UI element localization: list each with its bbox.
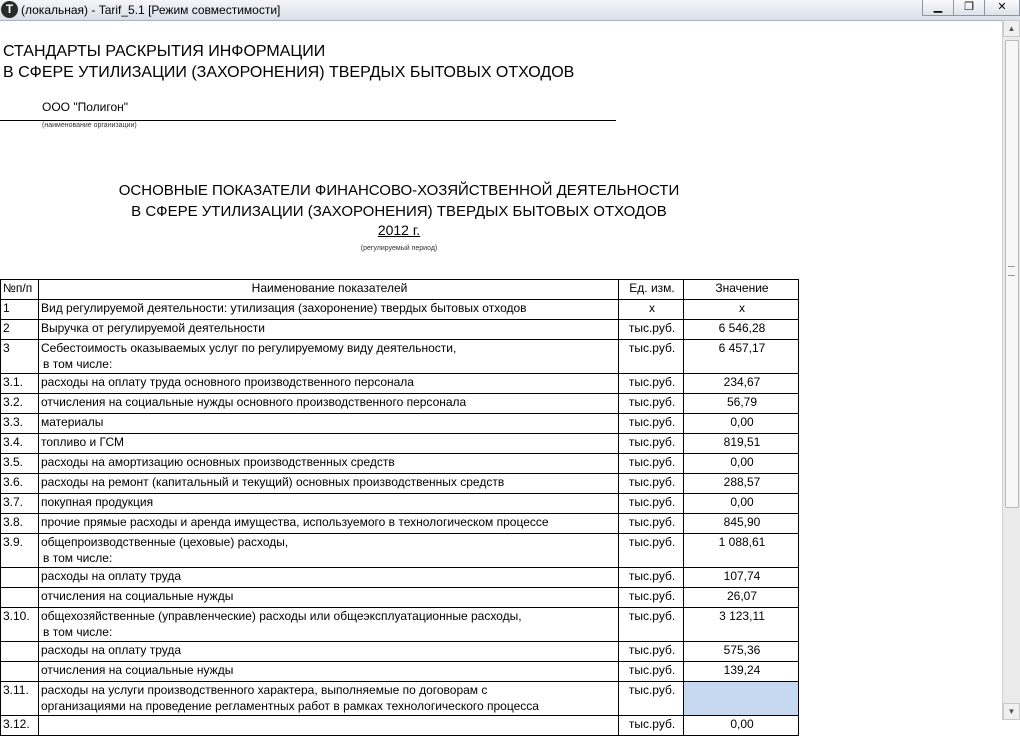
row-unit-cell[interactable]: [619, 374, 684, 394]
row-name: расходы на оплату труда: [41, 569, 182, 583]
row-num: 3.7.: [3, 495, 24, 509]
row-unit: тыс.руб.: [628, 475, 676, 489]
row-value: 0,00: [730, 415, 754, 429]
row-unit-cell[interactable]: [619, 320, 684, 340]
scroll-down-arrow-icon[interactable]: ▼: [1003, 703, 1020, 720]
row-value-cell[interactable]: [684, 682, 799, 716]
table-row: [1, 414, 799, 434]
row-value: 819,51: [723, 435, 761, 449]
row-unit-cell[interactable]: [619, 716, 684, 736]
row-name: расходы на амортизацию основных производственных средств: [41, 455, 395, 469]
row-value: 0,00: [730, 495, 754, 509]
row-unit: х: [649, 301, 655, 315]
row-unit-cell[interactable]: [619, 300, 684, 320]
row-num: 3.4.: [3, 435, 24, 449]
row-num-cell[interactable]: [1, 414, 39, 434]
row-name-cell[interactable]: [39, 682, 619, 716]
row-name: Себестоимость оказываемых услуг по регулируемому виду деятельности,: [41, 341, 457, 355]
window-title: (локальная) - Tarif_5.1 [Режим совместимости]: [21, 3, 281, 17]
standards-heading-line2: В СФЕРЕ УТИЛИЗАЦИИ (ЗАХОРОНЕНИЯ) ТВЕРДЫХ БЫТОВЫХ ОТХОДОВ: [3, 64, 575, 81]
row-num-cell[interactable]: [1, 716, 39, 736]
row-name: расходы на оплату труда основного производственного персонала: [41, 375, 414, 389]
table-row: [1, 588, 799, 608]
table-row: [1, 534, 799, 568]
header-value: Значение: [684, 280, 799, 300]
row-num-cell[interactable]: [1, 474, 39, 494]
row-num-cell[interactable]: [1, 300, 39, 320]
row-num: 3.12.: [3, 717, 30, 731]
row-name-cell[interactable]: [39, 414, 619, 434]
row-value: 0,00: [730, 717, 754, 731]
table-row: [1, 454, 799, 474]
row-num-cell[interactable]: [1, 340, 39, 374]
row-unit: тыс.руб.: [628, 569, 676, 583]
thumb-grip-icon: [1008, 266, 1015, 276]
row-name: отчисления на социальные нужды: [41, 663, 234, 677]
table-row: [1, 662, 799, 682]
row-value-cell[interactable]: [684, 514, 799, 534]
row-value-cell[interactable]: [684, 300, 799, 320]
organization-caption: (наименование организации): [42, 122, 137, 129]
row-num-cell[interactable]: [1, 642, 39, 662]
row-unit: тыс.руб.: [628, 535, 676, 549]
row-name: общепроизводственные (цеховые) расходы,: [41, 535, 289, 549]
row-num: 3: [3, 341, 10, 355]
row-name: отчисления на социальные нужды основного производственного персонала: [41, 395, 467, 409]
row-name: расходы на оплату труда: [41, 643, 182, 657]
table-row: [1, 474, 799, 494]
row-value-cell[interactable]: [684, 474, 799, 494]
row-value-cell[interactable]: [684, 716, 799, 736]
row-num: 3.2.: [3, 395, 24, 409]
row-value: 56,79: [726, 395, 758, 409]
minimize-button[interactable]: ▁: [922, 0, 954, 16]
row-name-continued: в том числе:: [43, 625, 113, 639]
row-unit: тыс.руб.: [628, 515, 676, 529]
row-name-cell[interactable]: [39, 588, 619, 608]
row-unit: тыс.руб.: [628, 495, 676, 509]
app-logo-icon: T: [1, 1, 18, 18]
row-value-cell[interactable]: [684, 534, 799, 568]
row-unit-cell[interactable]: [619, 642, 684, 662]
row-name-cell[interactable]: [39, 514, 619, 534]
row-value-cell[interactable]: [684, 434, 799, 454]
row-name-continued: в том числе:: [43, 357, 113, 371]
scroll-up-arrow-icon[interactable]: ▲: [1003, 20, 1020, 37]
row-name: материалы: [41, 415, 104, 429]
row-name-cell[interactable]: [39, 494, 619, 514]
row-unit: тыс.руб.: [628, 683, 676, 697]
row-unit-cell[interactable]: [619, 682, 684, 716]
period-year-value: 2012 г.: [377, 222, 421, 238]
row-unit-cell[interactable]: [619, 394, 684, 414]
organization-name: ООО "Полигон": [42, 100, 129, 114]
row-unit-cell[interactable]: [619, 414, 684, 434]
row-value: 575,36: [723, 643, 761, 657]
row-value-cell[interactable]: [684, 340, 799, 374]
row-num-cell[interactable]: [1, 494, 39, 514]
row-value-cell[interactable]: [684, 568, 799, 588]
row-value: 26,07: [726, 589, 758, 603]
row-unit: тыс.руб.: [628, 375, 676, 389]
indicators-heading-line2: В СФЕРЕ УТИЛИЗАЦИИ (ЗАХОРОНЕНИЯ) ТВЕРДЫХ БЫТОВЫХ ОТХОДОВ: [131, 203, 667, 220]
row-unit-cell[interactable]: [619, 568, 684, 588]
row-num-cell[interactable]: [1, 320, 39, 340]
standards-heading: [3, 41, 574, 83]
vertical-scrollbar[interactable]: [1002, 20, 1020, 720]
row-value: 1 088,61: [718, 535, 766, 549]
row-unit-cell[interactable]: [619, 340, 684, 374]
row-name: топливо и ГСМ: [41, 435, 125, 449]
row-name: отчисления на социальные нужды: [41, 589, 234, 603]
row-name-cell[interactable]: [39, 374, 619, 394]
row-name-cell[interactable]: [39, 320, 619, 340]
row-unit-cell[interactable]: [619, 454, 684, 474]
row-num: 1: [3, 301, 10, 315]
row-num-cell[interactable]: [1, 434, 39, 454]
row-value-cell[interactable]: [684, 642, 799, 662]
table-header-row: [1, 280, 799, 300]
row-value: х: [739, 301, 745, 315]
row-value-cell[interactable]: [684, 394, 799, 414]
table-row: [1, 394, 799, 414]
row-unit: тыс.руб.: [628, 455, 676, 469]
row-unit-cell[interactable]: [619, 494, 684, 514]
row-num-cell[interactable]: [1, 608, 39, 642]
period-year: [0, 222, 798, 238]
row-unit: тыс.руб.: [628, 717, 676, 731]
row-name-cell[interactable]: [39, 340, 619, 374]
row-name: прочие прямые расходы и аренда имущества, используемого в технологическом процессе: [41, 515, 549, 529]
table-row: [1, 642, 799, 662]
organization-underline: [0, 120, 616, 121]
row-unit: тыс.руб.: [628, 589, 676, 603]
row-name-continued: организациями на проведение регламентных работ в рамках технологического процесса: [41, 699, 539, 713]
row-name: общехозяйственные (управленческие) расходы или общеэксплуатационные расходы,: [41, 609, 522, 623]
row-value: 6 546,28: [718, 321, 766, 335]
row-value-cell[interactable]: [684, 454, 799, 474]
row-unit: тыс.руб.: [628, 415, 676, 429]
row-name-cell[interactable]: [39, 568, 619, 588]
row-name-cell[interactable]: [39, 434, 619, 454]
scroll-thumb[interactable]: [1005, 40, 1019, 508]
row-value: 107,74: [723, 569, 761, 583]
row-unit-cell[interactable]: [619, 474, 684, 494]
row-num: 3.9.: [3, 535, 24, 549]
row-name: Вид регулируемой деятельности: утилизация (захоронение) твердых бытовых отходов: [41, 301, 527, 315]
row-value: 6 457,17: [718, 341, 766, 355]
header-name: Наименование показателей: [39, 280, 619, 300]
table-row: [1, 514, 799, 534]
standards-heading-line1: СТАНДАРТЫ РАСКРЫТИЯ ИНФОРМАЦИИ: [3, 43, 326, 60]
header-num: №п/п: [1, 280, 39, 300]
row-value: 3 123,11: [719, 609, 765, 623]
indicators-heading-line1: ОСНОВНЫЕ ПОКАЗАТЕЛИ ФИНАНСОВО-ХОЗЯЙСТВЕННОЙ ДЕЯТЕЛЬНОСТИ: [118, 182, 680, 199]
row-value-cell[interactable]: [684, 662, 799, 682]
row-num: 3.11.: [3, 683, 29, 697]
table-row: [1, 374, 799, 394]
row-value: 288,57: [723, 475, 761, 489]
row-unit: тыс.руб.: [628, 643, 676, 657]
row-num: 3.6.: [3, 475, 24, 489]
row-name-cell[interactable]: [39, 474, 619, 494]
row-num-cell[interactable]: [1, 682, 39, 716]
row-value-cell[interactable]: [684, 374, 799, 394]
row-num: 3.10.: [3, 609, 30, 623]
row-value: 845,90: [723, 515, 761, 529]
row-unit: тыс.руб.: [628, 609, 676, 623]
row-value-cell[interactable]: [684, 414, 799, 434]
row-name-cell[interactable]: [39, 394, 619, 414]
row-unit: тыс.руб.: [628, 321, 676, 335]
row-value-cell[interactable]: [684, 320, 799, 340]
document-area: [0, 20, 1002, 731]
row-unit-cell[interactable]: [619, 434, 684, 454]
row-name: расходы на ремонт (капитальный и текущий) основных производственных средств: [41, 475, 505, 489]
row-num: 3.5.: [3, 455, 24, 469]
close-button[interactable]: ✕: [984, 0, 1020, 16]
row-name-cell[interactable]: [39, 642, 619, 662]
row-num-cell[interactable]: [1, 534, 39, 568]
header-unit: Ед. изм.: [619, 280, 684, 300]
row-unit: тыс.руб.: [628, 341, 676, 355]
window-controls: [923, 0, 1020, 16]
table-row: [1, 682, 799, 716]
row-num: 2: [3, 321, 10, 335]
row-name: расходы на услуги производственного характера, выполняемые по договорам с: [41, 683, 488, 697]
row-unit-cell[interactable]: [619, 534, 684, 568]
row-name-cell[interactable]: [39, 534, 619, 568]
row-value-cell[interactable]: [684, 494, 799, 514]
row-name: Выручка от регулируемой деятельности: [41, 321, 265, 335]
row-name-cell[interactable]: [39, 454, 619, 474]
table-row: [1, 608, 799, 642]
row-value: 234,67: [723, 375, 761, 389]
row-num-cell[interactable]: [1, 662, 39, 682]
row-unit: тыс.руб.: [628, 395, 676, 409]
row-unit: тыс.руб.: [628, 663, 676, 677]
row-num-cell[interactable]: [1, 394, 39, 414]
row-unit-cell[interactable]: [619, 662, 684, 682]
table-row: [1, 568, 799, 588]
row-name-cell[interactable]: [39, 716, 619, 736]
window-titlebar: [0, 0, 1020, 21]
indicators-heading: [0, 180, 798, 222]
row-value-cell[interactable]: [684, 588, 799, 608]
table-row: [1, 434, 799, 454]
row-name-cell[interactable]: [39, 300, 619, 320]
table-row: [1, 320, 799, 340]
row-value: 0,00: [730, 455, 754, 469]
table-row: [1, 340, 799, 374]
indicators-table: [0, 279, 799, 736]
table-row: [1, 300, 799, 320]
row-value-cell[interactable]: [684, 608, 799, 642]
row-value: 139,24: [723, 663, 761, 677]
table-row: [1, 494, 799, 514]
row-num: 3.8.: [3, 515, 24, 529]
row-name-cell[interactable]: [39, 608, 619, 642]
row-unit-cell[interactable]: [619, 514, 684, 534]
row-name-cell[interactable]: [39, 662, 619, 682]
restore-button[interactable]: ❐: [953, 0, 985, 16]
table-row: [1, 716, 799, 736]
row-unit-cell[interactable]: [619, 588, 684, 608]
row-num-cell[interactable]: [1, 514, 39, 534]
row-name: покупная продукция: [41, 495, 154, 509]
row-unit: тыс.руб.: [628, 435, 676, 449]
row-num: 3.1.: [3, 375, 24, 389]
period-caption: (регулируемый период): [360, 245, 438, 252]
row-unit-cell[interactable]: [619, 608, 684, 642]
row-num-cell[interactable]: [1, 374, 39, 394]
row-name-continued: в том числе:: [43, 551, 113, 565]
row-num: 3.3.: [3, 415, 24, 429]
row-num-cell[interactable]: [1, 454, 39, 474]
row-num-cell[interactable]: [1, 568, 39, 588]
row-num-cell[interactable]: [1, 588, 39, 608]
